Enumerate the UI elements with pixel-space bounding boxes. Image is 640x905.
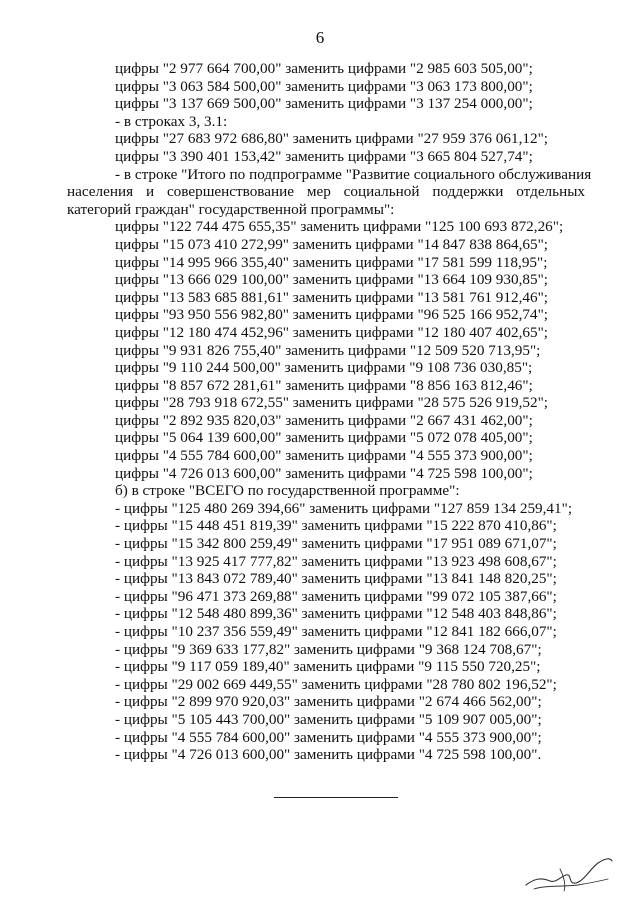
itogo-paragraph-line-1: - в строке "Итого по подпрограмме "Развитие социального обслуживания xyxy=(115,165,592,183)
amendment-line: цифры "3 063 584 500,00" заменить цифрами "3 063 173 800,00"; xyxy=(115,77,533,95)
amendment-line: - цифры "13 925 417 777,82" заменить цифрами "13 923 498 608,67"; xyxy=(115,552,557,570)
amendment-line: цифры "14 995 966 355,40" заменить цифрами "17 581 599 118,95"; xyxy=(115,253,548,271)
document-body xyxy=(67,60,592,764)
amendment-line: цифры "93 950 556 982,80" заменить цифрами "96 525 166 952,74"; xyxy=(115,306,548,324)
amendment-line: - цифры "9 117 059 189,40" заменить цифрами "9 115 550 720,25"; xyxy=(115,658,541,676)
itogo-paragraph-line-2: населения и совершенствование мер социальной поддержки отдельных xyxy=(67,183,585,201)
amendment-line: - цифры "10 237 356 559,49" заменить цифрами "12 841 182 666,07"; xyxy=(115,623,557,640)
amendment-line: - цифры "13 843 072 789,40" заменить цифрами "13 841 148 820,25"; xyxy=(115,570,557,588)
amendment-line: цифры "27 683 972 686,80" заменить цифрами "27 959 376 061,12"; xyxy=(115,130,548,148)
vsego-heading: б) в строке "ВСЕГО по государственной программе": xyxy=(115,482,460,500)
amendment-line: цифры "12 180 474 452,96" заменить цифрами "12 180 407 402,65"; xyxy=(115,323,548,341)
amendment-line: цифры "9 931 826 755,40" заменить цифрами "12 509 520 713,95"; xyxy=(115,341,541,359)
amendment-line: цифры "5 064 139 600,00" заменить цифрами "5 072 078 405,00"; xyxy=(115,429,533,447)
amendment-line: - цифры "125 480 269 394,66" заменить цифрами "127 859 134 259,41"; xyxy=(115,499,573,517)
separator-line xyxy=(274,797,398,798)
amendment-line: - цифры "15 448 451 819,39" заменить цифрами "15 222 870 410,86"; xyxy=(115,517,557,535)
amendment-line: цифры "15 073 410 272,99" заменить цифрами "14 847 838 864,65"; xyxy=(115,235,548,253)
itogo-paragraph-line-3: категорий граждан" государственной программы": xyxy=(67,200,395,218)
amendment-line: цифры "9 110 244 500,00" заменить цифрами "9 108 736 030,85"; xyxy=(115,359,533,377)
amendment-line: цифры "4 555 784 600,00" заменить цифрами "4 555 373 900,00"; xyxy=(115,447,533,465)
page-number: 6 xyxy=(315,28,325,47)
rows-heading: - в строках 3, 3.1: xyxy=(115,112,228,130)
amendment-line: цифры "13 666 029 100,00" заменить цифрами "13 664 109 930,85"; xyxy=(115,271,548,289)
amendment-line: - цифры "12 548 480 899,36" заменить цифрами "12 548 403 848,86"; xyxy=(115,605,557,623)
signature xyxy=(520,855,620,895)
amendment-line: цифры "13 583 685 881,61" заменить цифрами "13 581 761 912,46"; xyxy=(115,288,548,306)
amendment-line: - цифры "96 471 373 269,88" заменить цифрами "99 072 105 387,66"; xyxy=(115,587,557,605)
amendment-line: цифры "3 137 669 500,00" заменить цифрами "3 137 254 000,00"; xyxy=(115,95,533,113)
amendment-line: - цифры "4 726 013 600,00" заменить цифрами "4 725 598 100,00". xyxy=(115,746,542,764)
amendment-line: цифры "28 793 918 672,55" заменить цифрами "28 575 526 919,52"; xyxy=(115,394,548,412)
amendment-line: цифры "122 744 475 655,35" заменить цифрами "125 100 693 872,26"; xyxy=(115,218,564,236)
amendment-line: - цифры "15 342 800 259,49" заменить цифрами "17 951 089 671,07"; xyxy=(115,535,557,553)
amendment-line: цифры "3 390 401 153,42" заменить цифрами "3 665 804 527,74"; xyxy=(115,147,533,165)
amendment-line: - цифры "5 105 443 700,00" заменить цифрами "5 109 907 005,00"; xyxy=(115,710,542,728)
amendment-line: - цифры "2 899 970 920,03" заменить цифрами "2 674 466 562,00"; xyxy=(115,693,542,711)
amendment-line: цифры "2 977 664 700,00" заменить цифрами "2 985 603 505,00"; xyxy=(115,60,533,77)
amendment-line: цифры "8 857 672 281,61" заменить цифрами "8 856 163 812,46"; xyxy=(115,376,533,394)
amendment-line: цифры "2 892 935 820,03" заменить цифрами "2 667 431 462,00"; xyxy=(115,411,533,429)
amendment-line: - цифры "29 002 669 449,55" заменить цифрами "28 780 802 196,52"; xyxy=(115,675,557,693)
amendment-line: - цифры "4 555 784 600,00" заменить цифрами "4 555 373 900,00"; xyxy=(115,728,542,746)
amendment-line: - цифры "9 369 633 177,82" заменить цифрами "9 368 124 708,67"; xyxy=(115,640,542,658)
amendment-line: цифры "4 726 013 600,00" заменить цифрами "4 725 598 100,00"; xyxy=(115,464,533,482)
